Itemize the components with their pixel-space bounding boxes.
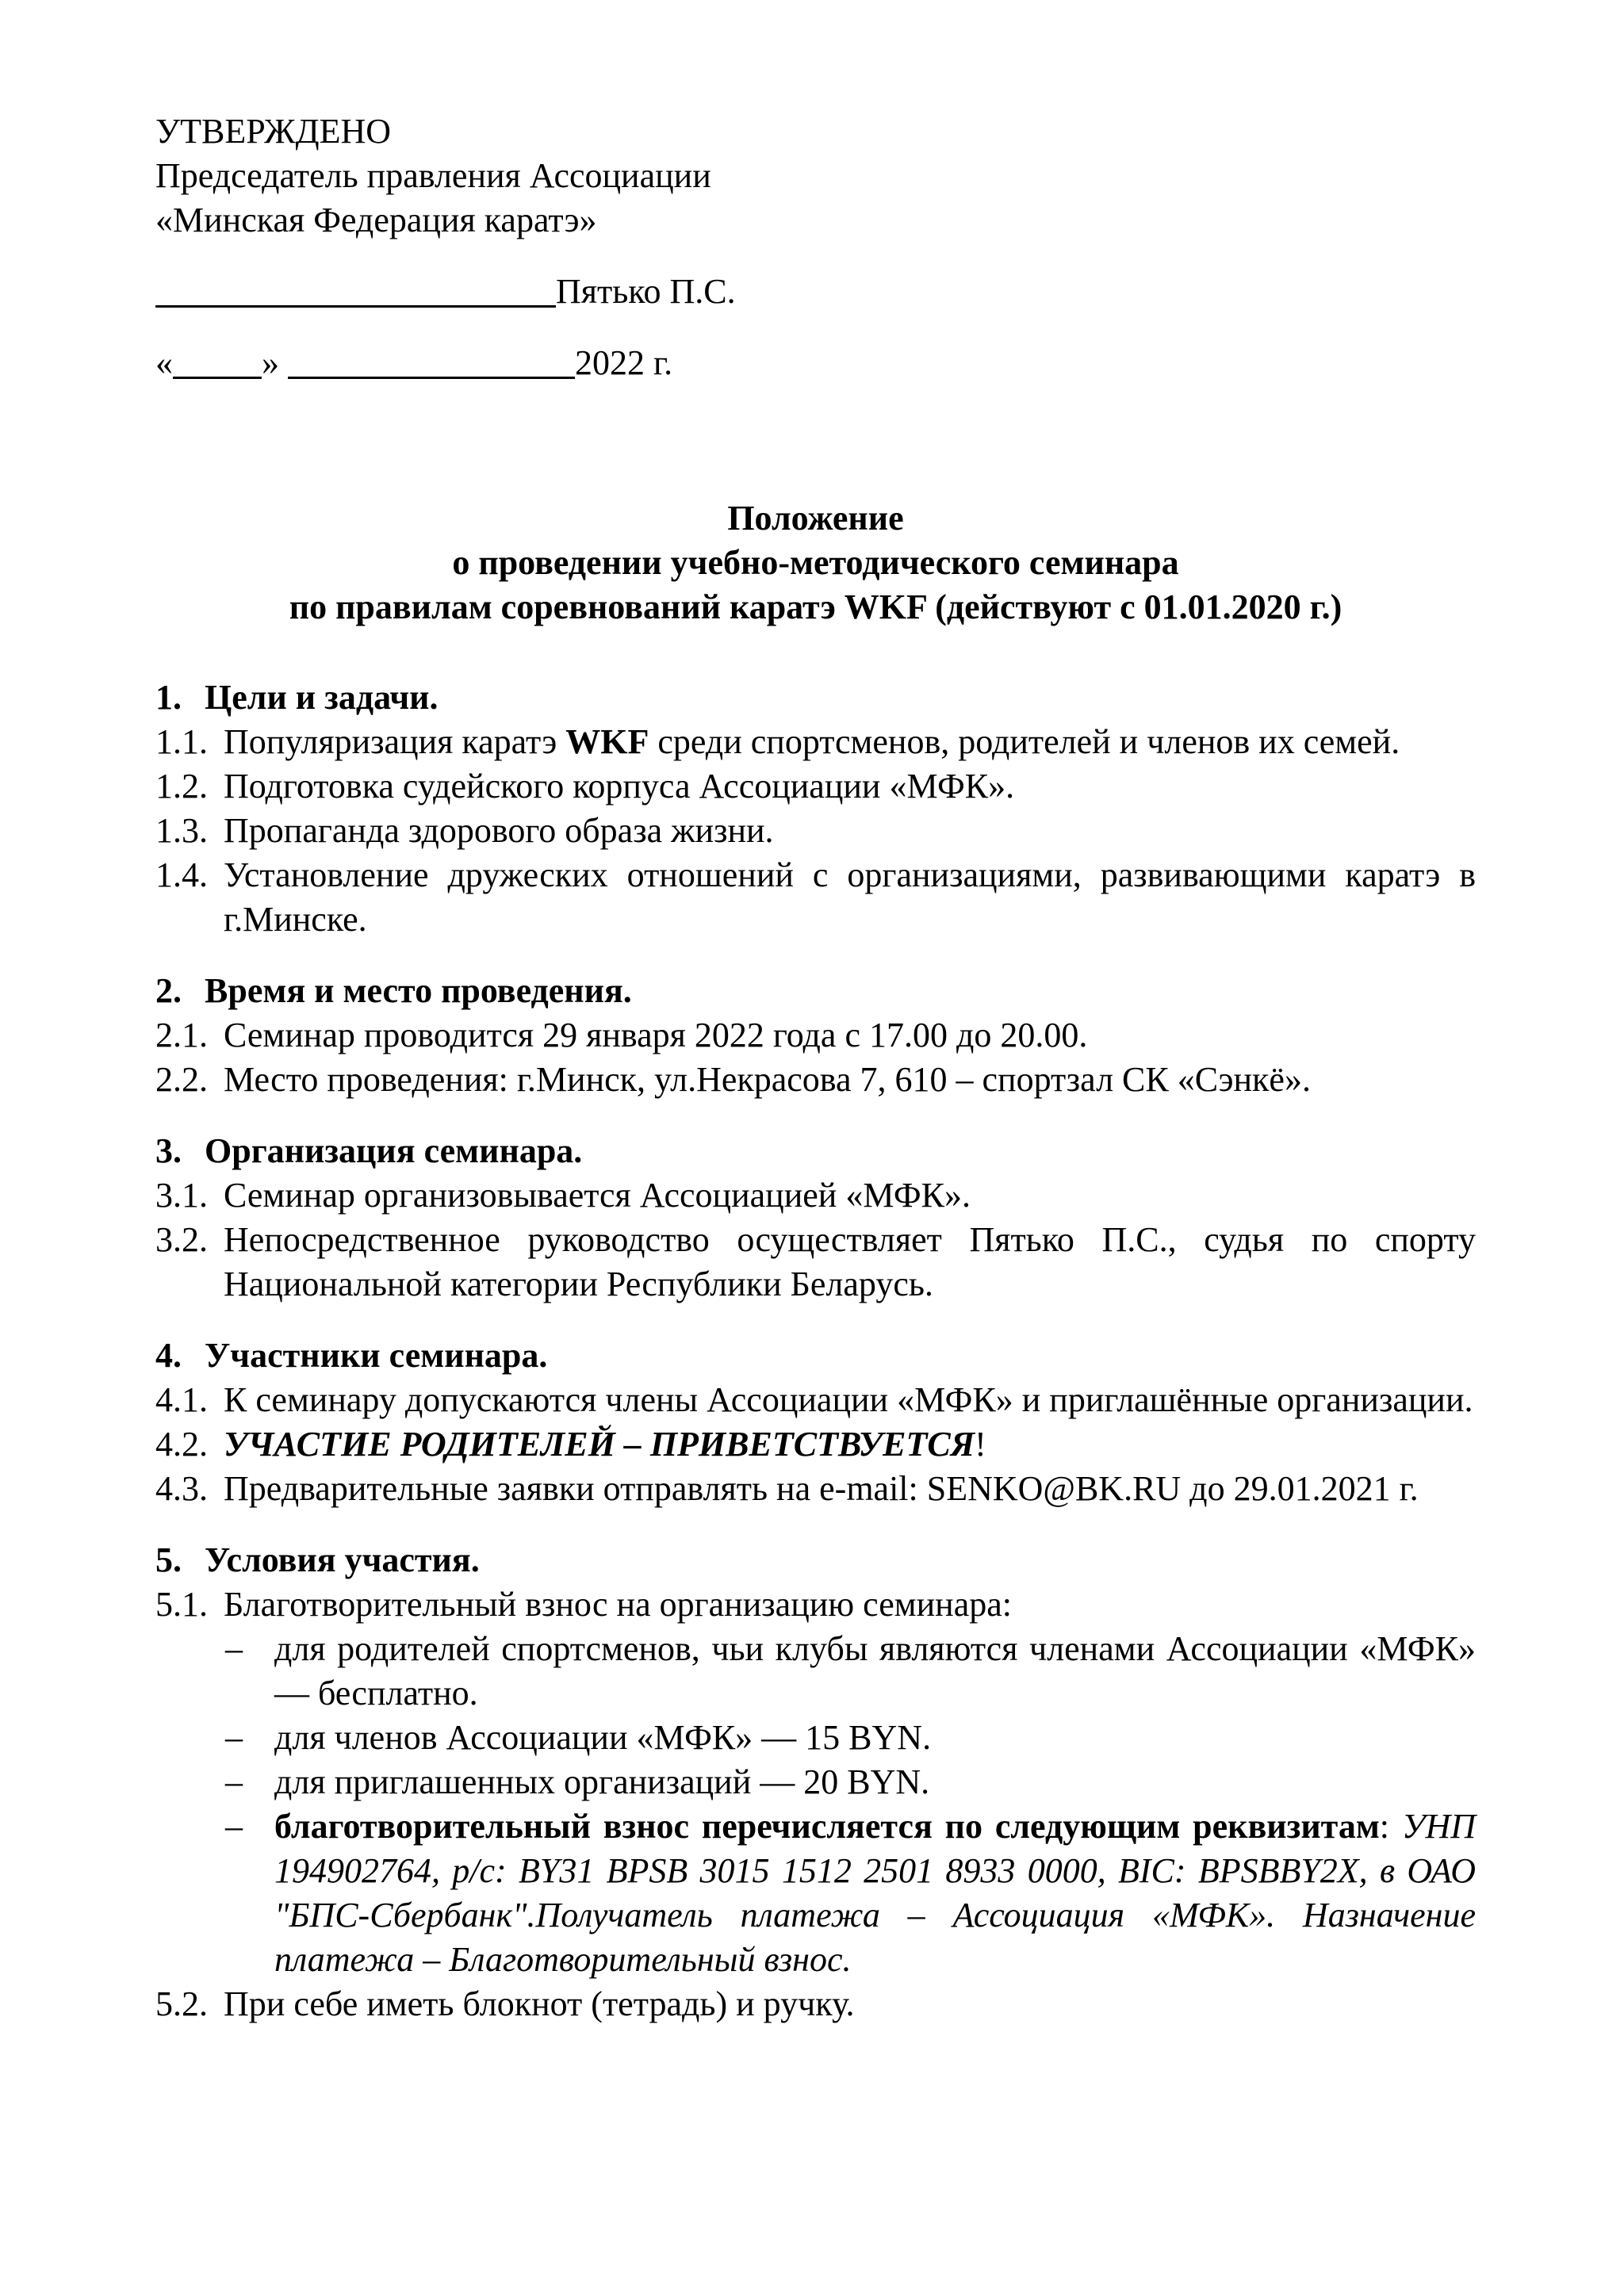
item-text: При себе иметь блокнот (тетрадь) и ручку. [224, 1984, 855, 2023]
dash-text: для членов Ассоциации «МФК» — 15 BYN. [274, 1718, 932, 1757]
approval-date [155, 341, 1476, 385]
list-item [155, 1467, 1476, 1511]
item-number: 3.1. [155, 1176, 208, 1215]
item-number: 2.2. [155, 1060, 208, 1099]
dash-marker: – [225, 1762, 243, 1801]
item-number: 4.2. [155, 1425, 208, 1464]
section-title: Время и место проведения. [205, 971, 632, 1010]
section-title: Участники семинара. [205, 1336, 548, 1375]
section-conditions [155, 1538, 1476, 2026]
approver-position: Председатель правления Ассоциации [155, 156, 711, 195]
dash-marker: – [225, 1629, 243, 1668]
emphasized-text: УЧАСТИЕ РОДИТЕЛЕЙ – ПРИВЕТСТВУЕТСЯ [224, 1425, 975, 1464]
section-participants [155, 1334, 1476, 1511]
section-heading [155, 969, 1476, 1013]
approver-organization: «Минская Федерация каратэ» [155, 201, 597, 239]
item-number: 4.1. [155, 1380, 208, 1419]
list-item [155, 1422, 1476, 1467]
date-quote-close: » [262, 343, 279, 382]
item-text: Семинар организовывается Ассоциацией «МФК». [224, 1176, 971, 1215]
signature-blank [155, 274, 556, 308]
item-text: К семинару допускаются члены Ассоциации «МФК» и приглашённые организации. [224, 1380, 1473, 1419]
item-text: Пропаганда здорового образа жизни. [224, 811, 774, 850]
list-item [155, 764, 1476, 809]
item-text: Популяризация каратэ WKF среди спортсменов, родителей и членов их семей. [224, 722, 1400, 761]
item-text: Подготовка судейского корпуса Ассоциации «МФК». [224, 767, 1015, 806]
item-text: УЧАСТИЕ РОДИТЕЛЕЙ – ПРИВЕТСТВУЕТСЯ! [224, 1425, 986, 1464]
item-number: 2.1. [155, 1016, 208, 1054]
signer-name: Пятько П.С. [556, 272, 736, 311]
dash-text: для родителей спортсменов, чьи клубы являются членами Ассоциации «МФК» — бесплатно. [274, 1629, 1476, 1712]
list-item [155, 1378, 1476, 1422]
document-body [155, 109, 1476, 2026]
approved-label: УТВЕРЖДЕНО [155, 112, 392, 151]
list-item [155, 1582, 1476, 1627]
item-text: Непосредственное руководство осуществляет Пятько П.С., судья по спорту Национальной категории Республики Беларусь. [224, 1220, 1476, 1303]
section-heading [155, 1334, 1476, 1378]
section-heading [155, 675, 1476, 720]
item-number: 3.2. [155, 1220, 208, 1259]
payment-intro: благотворительный взнос перечисляется по следующим реквизитам [274, 1807, 1380, 1846]
item-number: 5.2. [155, 1984, 208, 2023]
title-line-1: Положение [727, 499, 904, 538]
list-item [155, 1982, 1476, 2026]
section-heading [155, 1538, 1476, 1582]
section-number: 4. [155, 1336, 182, 1375]
dash-item [224, 1627, 1476, 1716]
section-number: 5. [155, 1540, 182, 1579]
item-number: 5.1. [155, 1585, 208, 1624]
section-title: Цели и задачи. [205, 678, 439, 717]
section-organization [155, 1129, 1476, 1307]
list-item [155, 1218, 1476, 1307]
item-text: Благотворительный взнос на организацию семинара: [224, 1585, 1012, 1624]
list-item [155, 1013, 1476, 1058]
item-number: 1.3. [155, 811, 208, 850]
list-item [155, 809, 1476, 853]
document-title [155, 496, 1476, 629]
list-item [155, 1058, 1476, 1102]
item-number: 1.4. [155, 855, 208, 894]
item-text: Предварительные заявки отправлять на e-mail: SENKO@BK.RU до 29.01.2021 г. [224, 1469, 1419, 1508]
date-year: 2022 г. [575, 343, 673, 382]
item-number: 1.2. [155, 767, 208, 806]
list-item [155, 720, 1476, 764]
section-goals [155, 675, 1476, 942]
item-text: Установление дружеских отношений с организациями, развивающими каратэ в г.Минске. [224, 855, 1476, 939]
section-number: 2. [155, 971, 182, 1010]
title-line-3: по правилам соревнований каратэ WKF (действуют с 01.01.2020 г.) [289, 587, 1342, 626]
item-text: Место проведения: г.Минск, ул.Некрасова 7, 610 – спортзал СК «Сэнкё». [224, 1060, 1311, 1099]
list-item [155, 1173, 1476, 1218]
section-title: Организация семинара. [205, 1131, 583, 1170]
title-line-2: о проведении учебно-методического семинара [452, 543, 1179, 582]
payment-details [224, 1804, 1476, 1982]
section-time-place [155, 969, 1476, 1102]
section-title: Условия участия. [205, 1540, 480, 1579]
date-quote-open: « [155, 343, 173, 382]
bank-requisites: УНП 194902764, р/с: BY31 BPSB 3015 1512 2501 8933 0000, BIC: BPSBBY2X, в ОАО "БПС-Сбербанк".Получатель платежа – Ассоциация «МФК». Назначение платежа – Благотворительный взнос. [274, 1807, 1476, 1979]
list-item [155, 853, 1476, 942]
day-blank [173, 345, 262, 379]
item-number: 4.3. [155, 1469, 208, 1508]
dash-item [224, 1716, 1476, 1760]
section-heading [155, 1129, 1476, 1173]
item-number: 1.1. [155, 722, 208, 761]
dash-marker: – [225, 1718, 243, 1757]
section-number: 3. [155, 1131, 182, 1170]
payment-text: благотворительный взнос перечисляется по следующим реквизитам: УНП 194902764, р/с: BY31 BPSB 3015 1512 2501 8933 0000, BIC: BPSBBY2X, в ОАО "БПС-Сбербанк".Получатель платежа – Ассоциация «МФК». Назначение платежа – Благотворительный взнос. [274, 1807, 1476, 1979]
section-number: 1. [155, 678, 182, 717]
item-text: Семинар проводится 29 января 2022 года с 17.00 до 20.00. [224, 1016, 1088, 1054]
approval-block [155, 109, 1476, 385]
dash-text: для приглашенных организаций — 20 BYN. [274, 1762, 930, 1801]
dash-marker: – [225, 1807, 243, 1846]
dash-item [224, 1760, 1476, 1804]
signature-line [155, 270, 1476, 314]
month-blank [288, 345, 575, 379]
